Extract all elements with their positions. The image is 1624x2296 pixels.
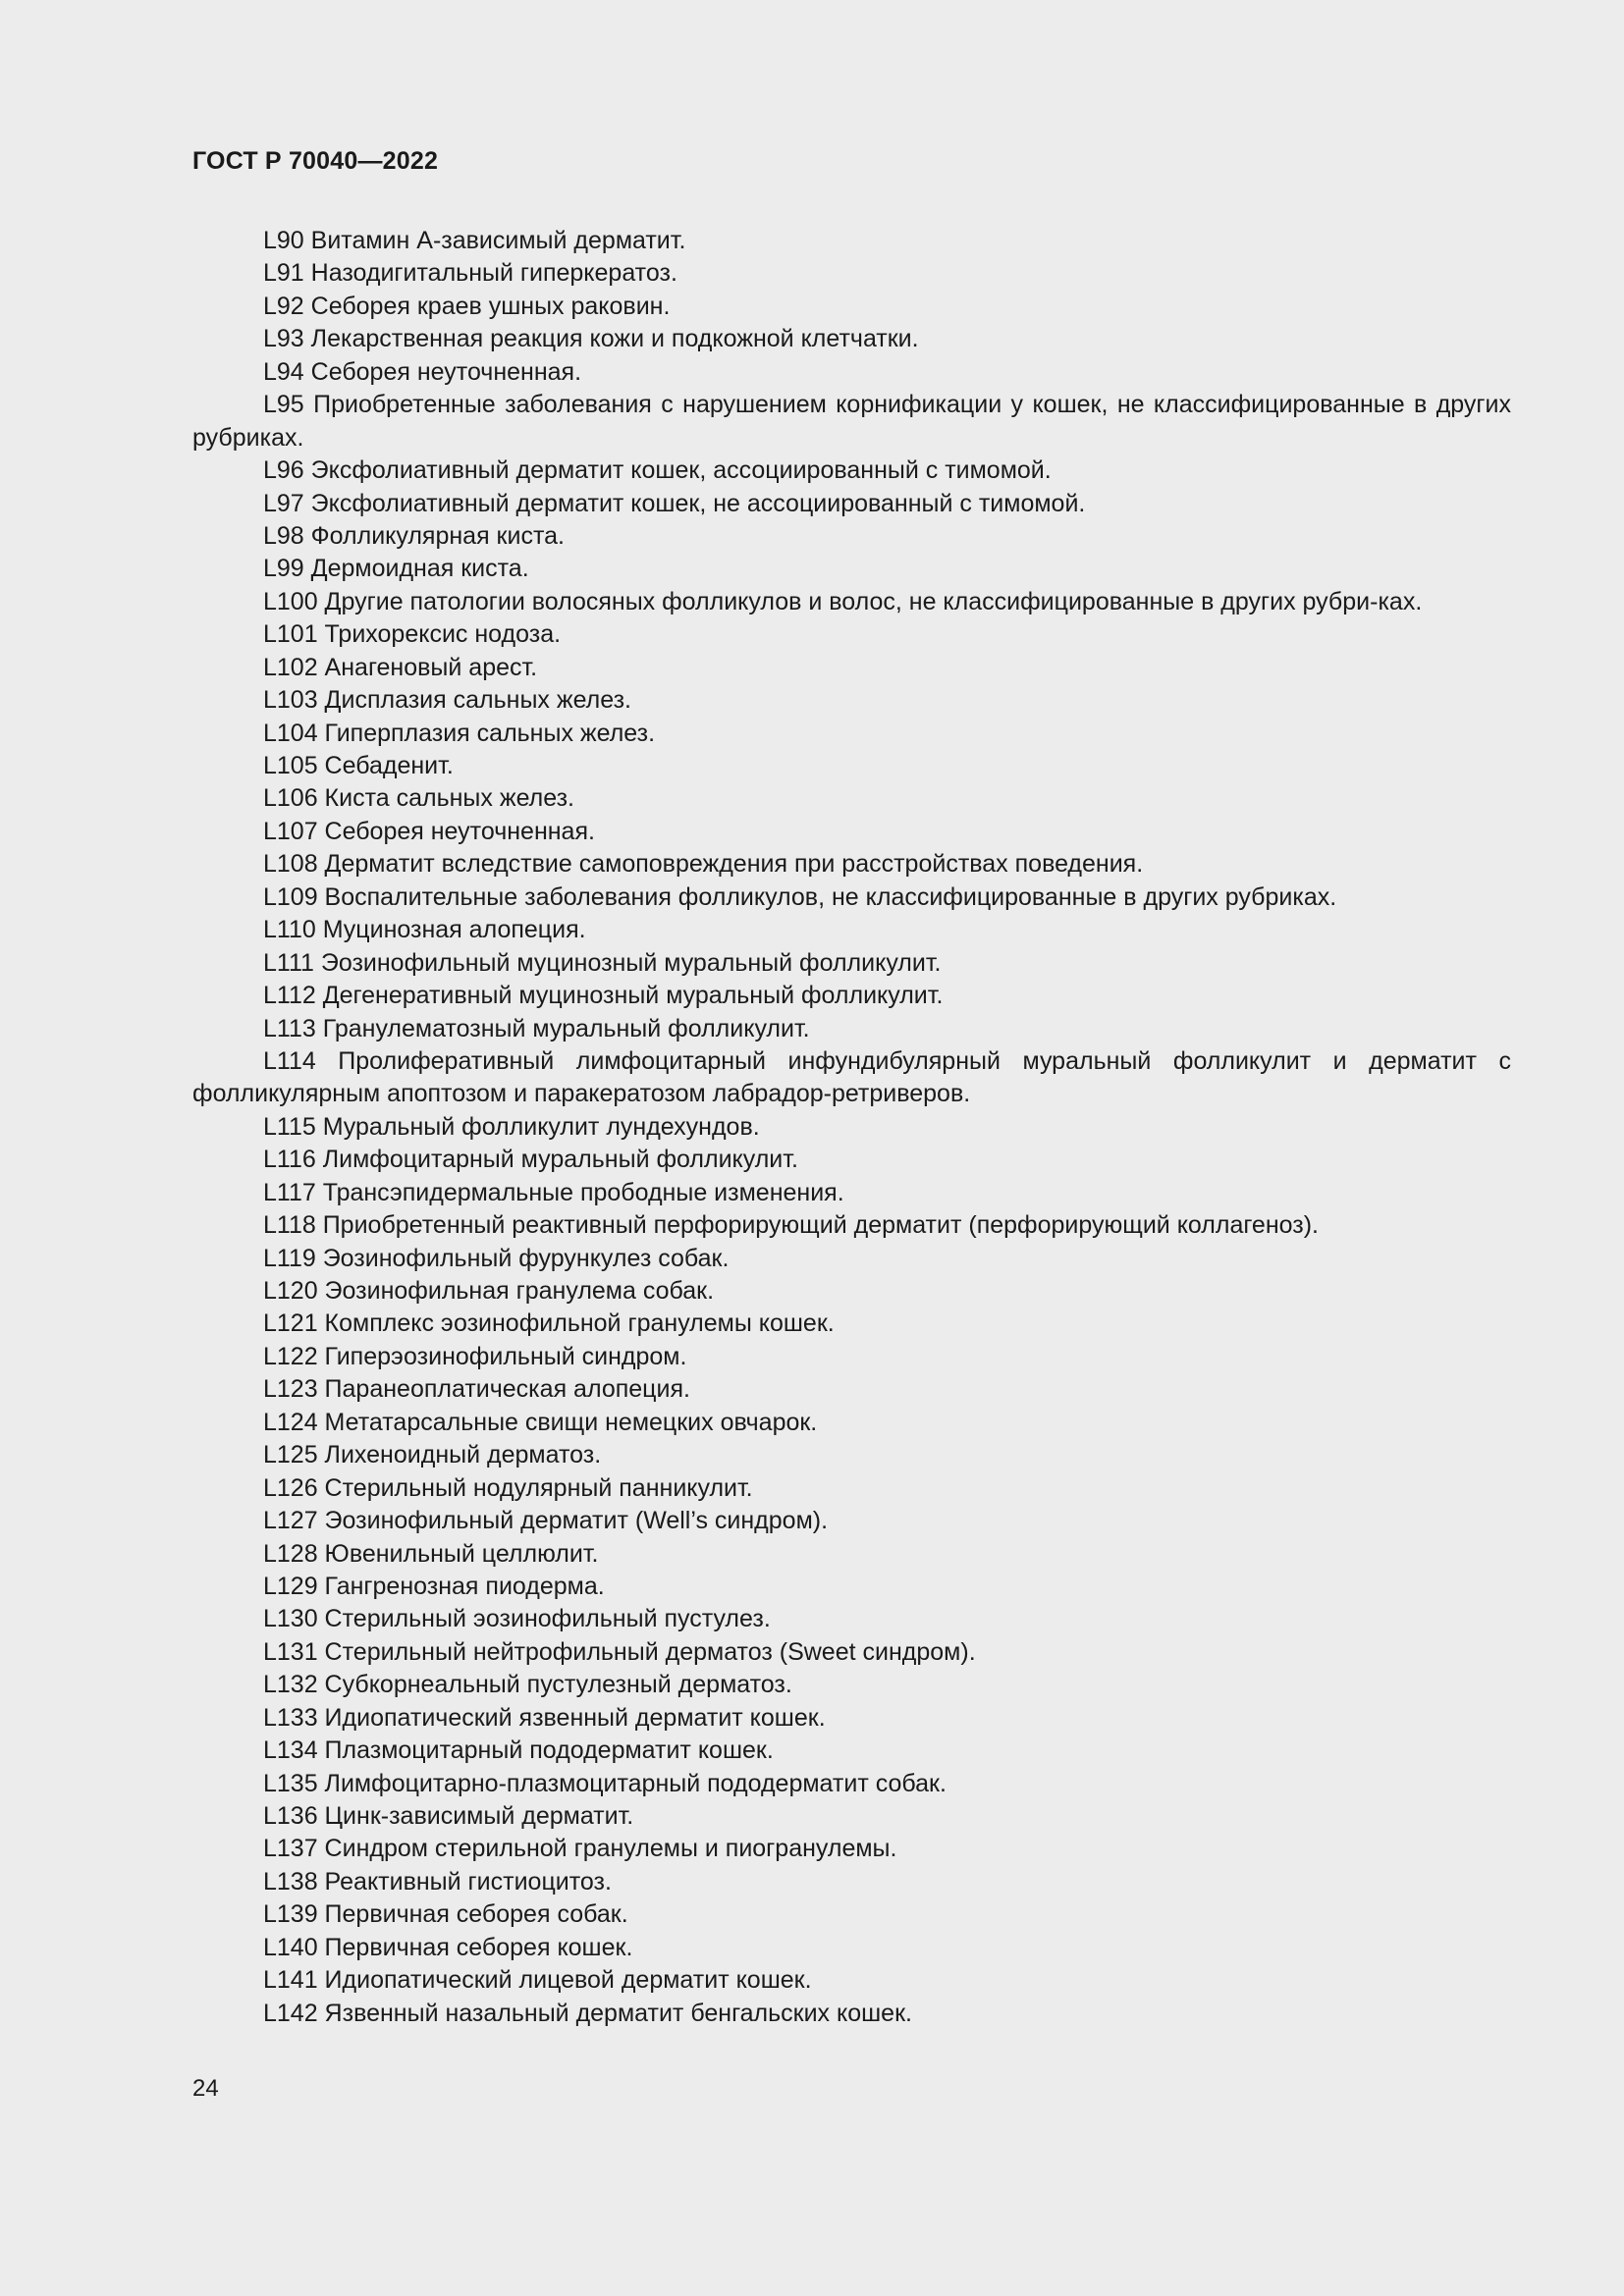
list-item: L127 Эозинофильный дерматит (Well’s синдром). (263, 1507, 829, 1535)
list-item: L97 Эксфолиативный дерматит кошек, не ассоциированный с тимомой. (263, 489, 1086, 517)
list-item: L116 Лимфоцитарный муральный фолликулит. (263, 1146, 798, 1174)
list-item: L106 Киста сальных желез. (263, 784, 574, 813)
list-item: L129 Гангренозная пиодерма. (263, 1572, 605, 1600)
list-item: L141 Идиопатический лицевой дерматит кошек. (263, 1966, 812, 1995)
list-item: L98 Фолликулярная киста. (263, 521, 565, 550)
list-item: L112 Дегенеративный муцинозный муральный фолликулит. (263, 982, 944, 1010)
entry-list (192, 225, 1511, 2030)
list-item: L130 Стерильный эозинофильный пустулез. (263, 1605, 771, 1633)
list-item: L102 Анагеновый арест. (263, 653, 538, 681)
list-item: L131 Стерильный нейтрофильный дерматоз (Sweet синдром). (263, 1637, 976, 1666)
list-item: L139 Первичная себорея собак. (263, 1900, 628, 1929)
list-item: L114 Пролиферативный лимфоцитарный инфундибулярный муральный фолликулит и дерматит с фолликулярным апоптозом и паракератозом лабрадор-ретриверов. (192, 1046, 1511, 1108)
standard-id: ГОСТ Р 70040—2022 (192, 147, 439, 175)
list-item: L115 Муральный фолликулит лундехундов. (263, 1112, 760, 1141)
list-item: L123 Паранеоплатическая алопеция. (263, 1375, 690, 1404)
list-item: L109 Воспалительные заболевания фолликулов, не классифицированные в других рубриках. (263, 882, 1337, 911)
list-item: L118 Приобретенный реактивный перфорирующий дерматит (перфорирующий коллагеноз). (263, 1211, 1319, 1240)
list-item: L100 Другие патологии волосяных фолликулов и волос, не классифицированные в других рубри-ках. (263, 587, 1423, 615)
list-item: L120 Эозинофильная гранулема собак. (263, 1277, 715, 1305)
list-item: L104 Гиперплазия сальных желез. (263, 719, 656, 747)
list-item: L111 Эозинофильный муцинозный муральный фолликулит. (263, 948, 942, 977)
list-item: L137 Синдром стерильной гранулемы и пиогранулемы. (263, 1835, 897, 1863)
list-item: L107 Себорея неуточненная. (263, 817, 595, 845)
list-item: L113 Гранулематозный муральный фолликулит. (263, 1014, 810, 1042)
list-item: L133 Идиопатический язвенный дерматит кошек. (263, 1703, 826, 1732)
list-item: L125 Лихеноидный дерматоз. (263, 1441, 602, 1469)
list-item: L128 Ювенильный целлюлит. (263, 1539, 599, 1568)
list-item: L93 Лекарственная реакция кожи и подкожной клетчатки. (263, 325, 919, 353)
list-item: L103 Дисплазия сальных желез. (263, 686, 631, 715)
list-item: L90 Витамин А-зависимый дерматит. (263, 227, 686, 254)
page-number: 24 (192, 2075, 219, 2102)
list-item: L122 Гиперэозинофильный синдром. (263, 1342, 687, 1370)
list-item: L101 Трихорексис нодоза. (263, 620, 562, 649)
list-item: L135 Лимфоцитарно-плазмоцитарный пододерматит собак. (263, 1769, 947, 1797)
list-item: L124 Метатарсальные свищи немецких овчарок. (263, 1408, 818, 1436)
list-item: L142 Язвенный назальный дерматит бенгальских кошек. (263, 1999, 912, 2027)
list-item: L105 Себаденит. (263, 752, 454, 779)
list-item: L108 Дерматит вследствие самоповреждения при расстройствах поведения. (263, 850, 1144, 879)
list-item: L117 Трансэпидермальные прободные изменения. (263, 1178, 844, 1206)
list-item: L96 Эксфолиативный дерматит кошек, ассоциированный с тимомой. (263, 456, 1052, 485)
list-item: L92 Себорея краев ушных раковин. (263, 292, 671, 320)
list-item: L132 Субкорнеальный пустулезный дерматоз. (263, 1671, 792, 1699)
list-item: L126 Стерильный нодулярный панникулит. (263, 1473, 753, 1502)
page-header (192, 147, 438, 176)
list-item: L136 Цинк-зависимый дерматит. (263, 1802, 634, 1830)
list-item: L94 Себорея неуточненная. (263, 357, 582, 386)
list-item: L99 Дермоидная киста. (263, 555, 529, 583)
list-item: L91 Назодигитальный гиперкератоз. (263, 259, 677, 288)
list-item: L95 Приобретенные заболевания с нарушением корнификации у кошек, не классифицированные в других рубриках. (192, 391, 1511, 452)
list-item: L140 Первичная себорея кошек. (263, 1933, 633, 1961)
list-item: L119 Эозинофильный фурункулез собак. (263, 1244, 730, 1272)
list-item: L134 Плазмоцитарный пододерматит кошек. (263, 1736, 774, 1765)
list-item: L110 Муцинозная алопеция. (263, 916, 586, 944)
list-item: L138 Реактивный гистиоцитоз. (263, 1867, 612, 1896)
list-item: L121 Комплекс эозинофильной гранулемы кошек. (263, 1309, 835, 1338)
